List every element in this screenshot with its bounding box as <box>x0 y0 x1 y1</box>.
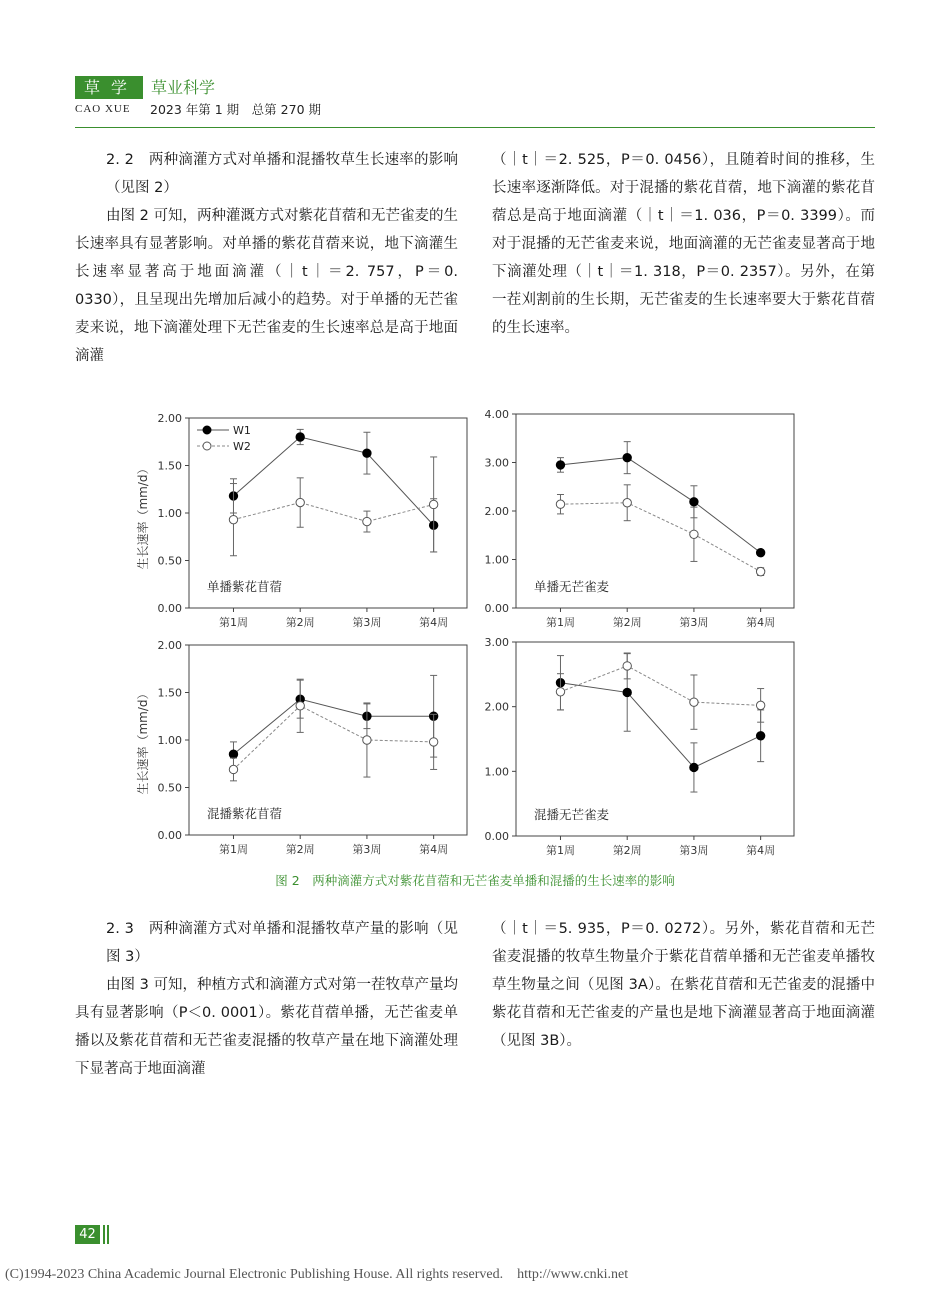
y-tick-label: 2.00 <box>484 700 509 714</box>
x-tick-label: 第3周 <box>679 616 709 629</box>
x-tick-label: 第3周 <box>679 844 709 857</box>
chart-panel-1 <box>158 412 468 629</box>
y-tick-label: 1.00 <box>484 553 509 567</box>
data-point-W2 <box>296 498 304 506</box>
data-point-W1 <box>556 461 564 469</box>
data-point-W2 <box>429 738 437 746</box>
x-tick-label: 第2周 <box>285 843 315 856</box>
data-point-W2 <box>690 698 698 706</box>
section-heading-2-2: 2. 2 两种滴灌方式对单播和混播牧草生长速率的影响（见图 2） <box>106 152 458 196</box>
x-tick-label: 第4周 <box>419 616 449 629</box>
y-tick-label: 2.00 <box>157 412 182 425</box>
data-point-W2 <box>363 736 371 744</box>
legend-label: W2 <box>233 440 251 453</box>
y-axis-label-top: 生长速率（mm/d） <box>136 462 150 570</box>
x-tick-label: 第2周 <box>612 616 642 629</box>
x-tick-label: 第4周 <box>746 616 776 629</box>
y-tick-label: 1.50 <box>157 459 182 473</box>
data-point-W1 <box>229 750 237 758</box>
section-heading-2-3: 2. 3 两种滴灌方式对单播和混播牧草产量的影响（见图 3） <box>106 921 458 965</box>
legend-marker <box>203 426 211 434</box>
data-point-W1 <box>690 498 698 506</box>
panel-title: 单播无芒雀麦 <box>534 579 610 594</box>
data-point-W2 <box>429 500 437 508</box>
right-column-bottom <box>492 915 875 1055</box>
legend-label: W1 <box>233 424 251 437</box>
page-number: 42 <box>75 1225 100 1244</box>
y-tick-label: 3.00 <box>484 456 509 470</box>
panel-title: 混播无芒雀麦 <box>534 807 610 822</box>
journal-pinyin: CAO XUE <box>75 103 131 115</box>
data-point-W1 <box>690 763 698 771</box>
paragraph: （｜t｜＝5. 935，P＝0. 0272）。另外，紫花苜蓿和无芒雀麦混播的牧草生物量介于紫花苜蓿单播和无芒雀麦单播牧草生物量之间（见图 3A）。在紫花苜蓿和无芒雀麦的混播中紫花苜蓿和无芒雀麦的产量也是地下滴灌显著高于地面滴灌（见图 3B）。 <box>492 921 875 1049</box>
y-tick-label: 2.00 <box>157 639 182 652</box>
x-tick-label: 第4周 <box>746 844 776 857</box>
x-tick-label: 第1周 <box>218 616 248 629</box>
figure-caption: 图 2 两种滴灌方式对紫花苜蓿和无芒雀麦单播和混播的生长速率的影响 <box>275 873 675 888</box>
y-tick-label: 1.00 <box>157 507 182 520</box>
data-point-W2 <box>296 702 304 710</box>
journal-subtitle: 草业科学 <box>151 78 216 97</box>
panel-title: 混播紫花苜蓿 <box>207 806 283 821</box>
series-line-W2 <box>233 503 433 522</box>
paragraph: （｜t｜＝2. 525，P＝0. 0456），且随着时间的推移，生长速率逐渐降低。对于混播的紫花苜蓿，地下滴灌的紫花苜蓿总是高于地面滴灌（｜t｜＝1. 036，P＝0. 3399）。而对于混播的无芒雀麦来说，地面滴灌的无芒雀麦显著高于地下滴灌处理（｜t｜＝1. 318，P＝0. 2357）。另外，在第一茬刈割前的生长期，无芒雀麦的生长速率要大于紫花苜蓿的生长速率。 <box>492 152 875 336</box>
panel-title: 单播紫花苜蓿 <box>207 579 283 594</box>
data-point-W1 <box>296 433 304 441</box>
chart-panel-2 <box>485 408 795 629</box>
y-tick-label: 0.50 <box>157 781 182 795</box>
y-tick-label: 1.50 <box>157 686 182 700</box>
data-point-W1 <box>756 549 764 557</box>
data-point-W1 <box>756 732 764 740</box>
paragraph: 由图 2 可知，两种灌溉方式对紫花苜蓿和无芒雀麦的生长速率具有显著影响。对单播的紫花苜蓿来说，地下滴灌生长速率显著高于地面滴灌（｜t｜＝2. 757，P＝0. 0330），且呈现出先增加后减小的趋势。对于单播的无芒雀麦来说，地下滴灌处理下无芒雀麦的生长速率总是高于地面滴灌 <box>75 208 458 364</box>
series-line-W1 <box>560 458 760 553</box>
y-tick-label: 0.00 <box>484 830 509 843</box>
y-tick-label: 0.00 <box>157 829 182 842</box>
series-line-W2 <box>560 666 760 705</box>
data-point-W2 <box>556 500 564 508</box>
x-tick-label: 第1周 <box>218 843 248 856</box>
chart-panel-4 <box>485 636 795 857</box>
data-point-W1 <box>623 453 631 461</box>
y-tick-label: 3.00 <box>484 636 509 649</box>
chart-panel-3 <box>158 639 468 856</box>
series-line-W1 <box>560 683 760 768</box>
legend-marker <box>203 442 211 450</box>
y-tick-label: 0.00 <box>484 602 509 615</box>
paragraph: 由图 3 可知，种植方式和滴灌方式对第一茬牧草产量均具有显著影响（P＜0. 0001）。紫花苜蓿单播，无芒雀麦单播以及紫花苜蓿和无芒雀麦混播的牧草产量在地下滴灌处理下显著高于地面滴灌 <box>75 977 458 1077</box>
x-tick-label: 第4周 <box>419 843 449 856</box>
data-point-W2 <box>690 530 698 538</box>
data-point-W1 <box>363 449 371 457</box>
data-point-W1 <box>623 688 631 696</box>
page-number-bar <box>103 1225 105 1244</box>
y-tick-label: 2.00 <box>484 505 509 518</box>
series-line-W2 <box>560 503 760 572</box>
data-point-W2 <box>229 515 237 523</box>
series-line-W1 <box>233 699 433 754</box>
series-line-W2 <box>233 706 433 770</box>
data-point-W2 <box>623 662 631 670</box>
copyright-notice: (C)1994-2023 China Academic Journal Electronic Publishing House. All rights reserved. http://www.cnki.net <box>5 1267 629 1282</box>
left-column-bottom <box>75 915 458 1083</box>
data-point-W2 <box>623 499 631 507</box>
y-tick-label: 0.00 <box>157 602 182 615</box>
data-point-W2 <box>363 517 371 525</box>
y-tick-label: 0.50 <box>157 554 182 568</box>
data-point-W2 <box>556 688 564 696</box>
journal-title: 草学 <box>84 78 139 97</box>
x-tick-label: 第1周 <box>545 844 575 857</box>
x-tick-label: 第3周 <box>352 843 382 856</box>
y-tick-label: 1.00 <box>484 765 509 779</box>
data-point-W2 <box>756 567 764 575</box>
page-number-bar <box>107 1225 109 1244</box>
data-point-W2 <box>229 765 237 773</box>
x-tick-label: 第2周 <box>285 616 315 629</box>
issue-info: 2023 年第 1 期 总第 270 期 <box>150 102 321 117</box>
y-tick-label: 1.00 <box>157 734 182 747</box>
x-tick-label: 第1周 <box>545 616 575 629</box>
x-tick-label: 第2周 <box>612 844 642 857</box>
x-tick-label: 第3周 <box>352 616 382 629</box>
y-axis-label-bottom: 生长速率（mm/d） <box>136 687 150 795</box>
data-point-W2 <box>756 701 764 709</box>
y-tick-label: 4.00 <box>484 408 509 421</box>
